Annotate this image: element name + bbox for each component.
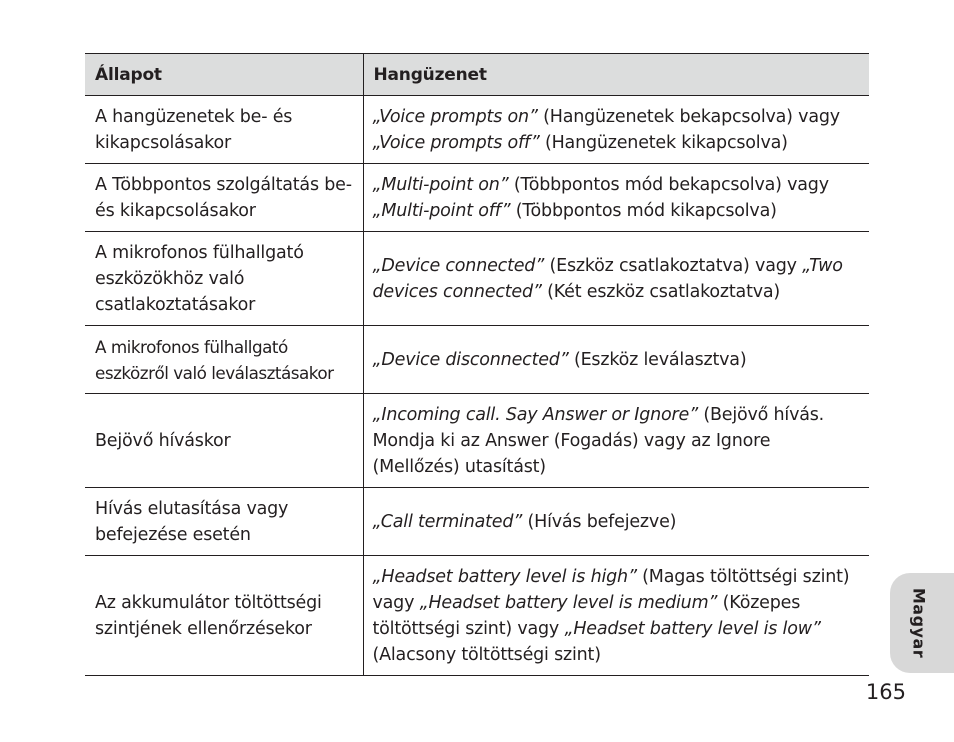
voice-prompt-cell xyxy=(363,232,869,326)
state-cell: A hangüzenetek be- és kikapcsolásakor xyxy=(85,96,363,164)
voice-prompt-phrase: „Headset battery level is low” xyxy=(564,618,821,639)
voice-prompt-phrase: „Call terminated” xyxy=(372,511,523,532)
voice-prompt-cell xyxy=(363,488,869,556)
voice-prompt-translation: (Eszköz leválasztva) xyxy=(568,349,747,370)
state-cell: A Többpontos szolgáltatás be- és kikapcsolásakor xyxy=(85,164,363,232)
state-cell: A mikrofonos fülhallgató eszközökhöz való csatlakoztatásakor xyxy=(85,232,363,326)
voice-prompt-translation: (Többpontos mód kikapcsolva) xyxy=(510,200,777,221)
table-row xyxy=(85,488,869,556)
voice-prompt-translation: (Magas töltöttségi szint) vagy xyxy=(372,566,850,613)
voice-prompt-cell xyxy=(363,164,869,232)
voice-prompt-translation: (Alacsony töltöttségi szint) xyxy=(372,644,601,665)
voice-prompt-phrase: „Voice prompts on” xyxy=(372,106,538,127)
voice-prompt-phrase: „Multi-point on” xyxy=(372,174,509,195)
voice-prompt-phrase: „Device disconnected” xyxy=(372,349,569,370)
column-header-state: Állapot xyxy=(85,54,363,96)
voice-prompt-phrase: „Two devices connected” xyxy=(372,255,843,302)
voice-prompt-phrase: „Incoming call. Say Answer or Ignore” xyxy=(372,404,698,425)
voice-prompt-translation: (Közepes töltöttségi szint) vagy xyxy=(372,592,801,639)
voice-prompt-cell xyxy=(363,394,869,488)
column-header-voice-prompt: Hangüzenet xyxy=(363,54,869,96)
voice-prompt-phrase: „Headset battery level is high” xyxy=(372,566,637,587)
table-row xyxy=(85,164,869,232)
table-row xyxy=(85,96,869,164)
voice-prompt-translation: (Két eszköz csatlakoztatva) xyxy=(541,281,781,302)
page-number: 165 xyxy=(865,680,906,704)
voice-prompt-cell xyxy=(363,556,869,676)
language-tab-label: Magyar xyxy=(909,587,929,659)
voice-prompt-phrase: „Device connected” xyxy=(372,255,545,276)
state-cell: Bejövő híváskor xyxy=(85,394,363,488)
voice-prompt-cell xyxy=(363,326,869,394)
table-row xyxy=(85,394,869,488)
voice-prompt-cell xyxy=(363,96,869,164)
voice-prompt-phrase: „Multi-point off” xyxy=(372,200,511,221)
voice-prompt-translation: (Hangüzenetek bekapcsolva) vagy xyxy=(537,106,840,127)
voice-prompt-phrase: „Voice prompts off” xyxy=(372,132,540,153)
table-header-row xyxy=(85,54,869,96)
voice-prompt-phrase: „Headset battery level is medium” xyxy=(419,592,718,613)
table-row xyxy=(85,326,869,394)
state-cell: Az akkumulátor töltöttségi szintjének ellenőrzésekor xyxy=(85,556,363,676)
voice-prompt-translation: (Eszköz csatlakoztatva) vagy xyxy=(544,255,803,276)
state-cell: Hívás elutasítása vagy befejezése esetén xyxy=(85,488,363,556)
voice-prompt-translation: (Bejövő hívás. Mondja ki az Answer (Fogadás) vagy az Ignore (Mellőzés) utasítást) xyxy=(372,404,825,477)
voice-prompt-translation: (Többpontos mód bekapcsolva) vagy xyxy=(508,174,829,195)
state-cell: A mikrofonos fülhallgató eszközről való leválasztásakor xyxy=(85,326,363,394)
voice-prompt-translation: (Hívás befejezve) xyxy=(522,511,677,532)
table-row xyxy=(85,232,869,326)
voice-prompt-table xyxy=(85,53,869,676)
table-row xyxy=(85,556,869,676)
voice-prompt-translation: (Hangüzenetek kikapcsolva) xyxy=(539,132,788,153)
